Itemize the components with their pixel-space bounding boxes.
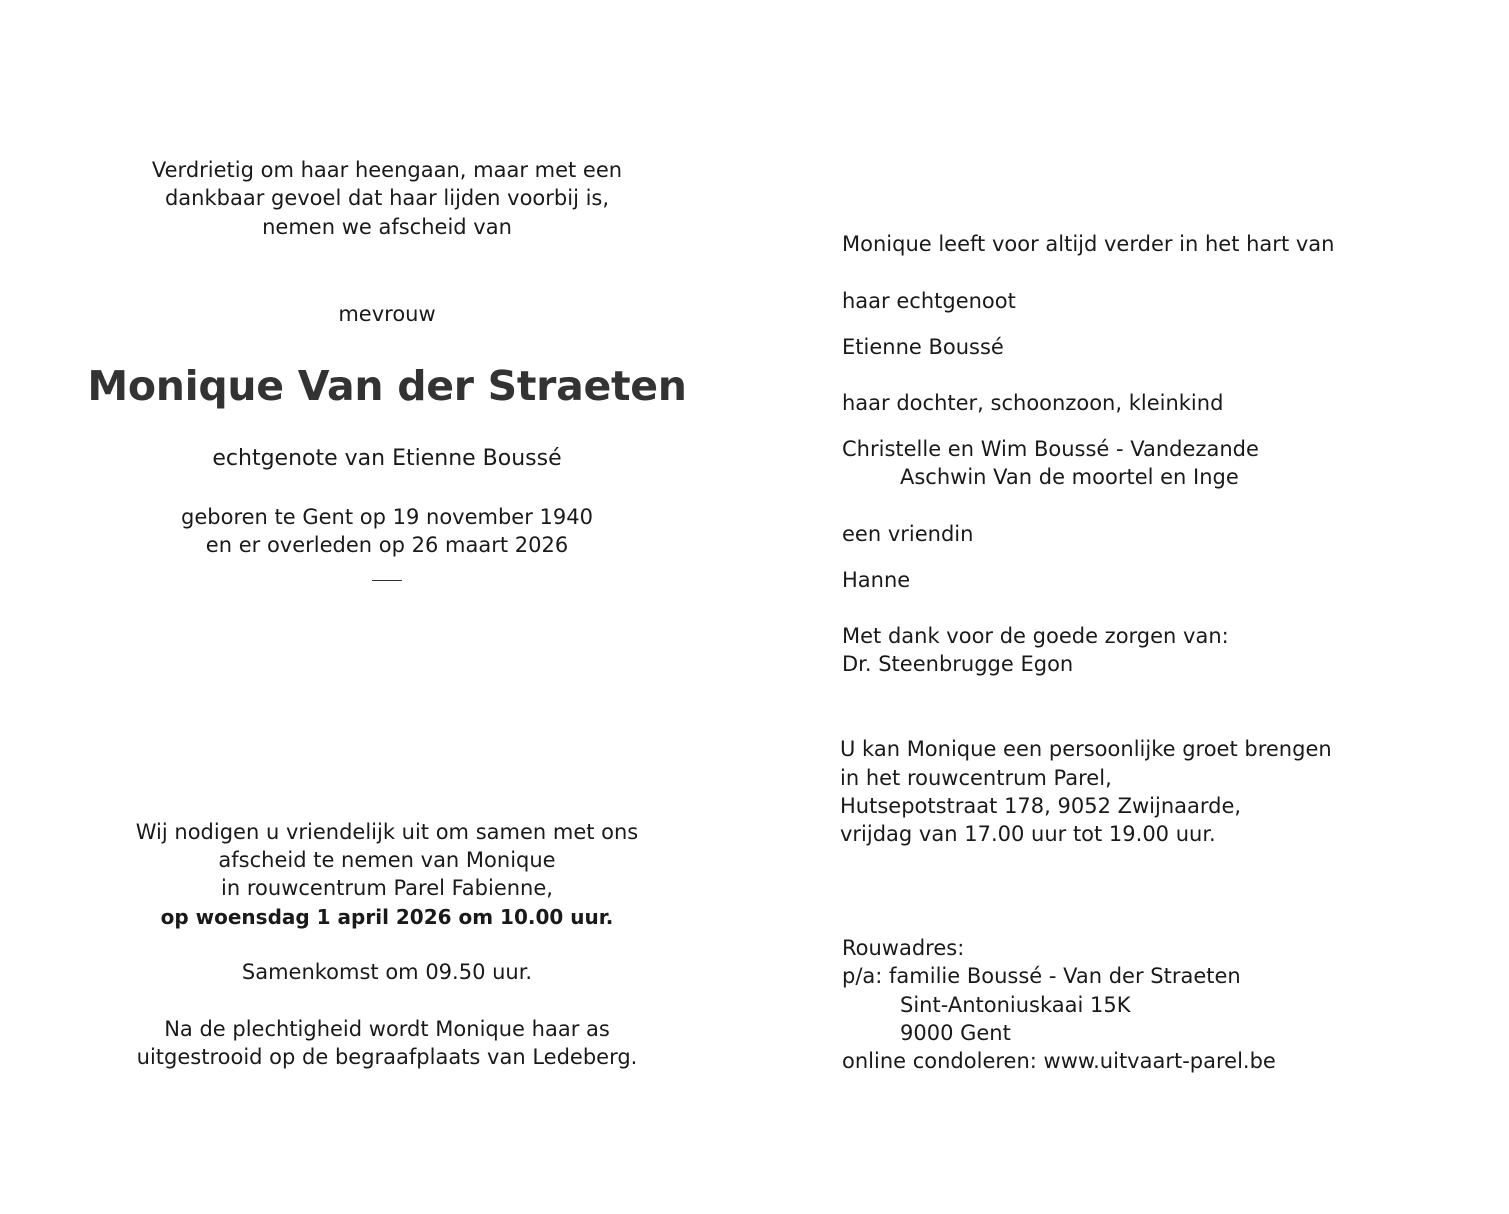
family-label: haar dochter, schoonzoon, kleinkind	[842, 391, 1224, 415]
invite-line-2: afscheid te nemen van Monique	[218, 848, 556, 872]
friend-label: een vriendin	[842, 522, 974, 546]
gathering-time: Samenkomst om 09.50 uur.	[241, 960, 533, 984]
visit-line-3: Hutsepotstraat 178, 9052 Zwijnaarde,	[840, 794, 1242, 818]
deceased-name: Monique Van der Straeten	[87, 362, 687, 410]
family-line-2: Aschwin Van de moortel en Inge	[900, 465, 1239, 489]
address-street: Sint-Antoniuskaai 15K	[900, 993, 1131, 1017]
spouse-name: Etienne Boussé	[842, 335, 1004, 359]
invite-line-1: Wij nodigen u vriendelijk uit om samen met ons	[135, 820, 639, 844]
birth-line: geboren te Gent op 19 november 1940	[181, 505, 593, 529]
spouse-label: haar echtgenoot	[842, 289, 1016, 313]
spouse-line: echtgenote van Etienne Boussé	[212, 446, 562, 471]
address-label: Rouwadres:	[842, 936, 965, 960]
condolence-link[interactable]: online condoleren: www.uitvaart-parel.be	[842, 1049, 1276, 1073]
visit-line-2: in het rouwcentrum Parel,	[840, 766, 1112, 790]
visit-line-4: vrijdag van 17.00 uur tot 19.00 uur.	[840, 822, 1216, 846]
divider-dash	[372, 580, 402, 581]
right-heading: Monique leeft voor altijd verder in het hart van	[842, 232, 1335, 256]
intro-line-1: Verdrietig om haar heengaan, maar met een	[151, 158, 623, 182]
invite-date: op woensdag 1 april 2026 om 10.00 uur.	[160, 905, 614, 929]
thanks-label: Met dank voor de goede zorgen van:	[842, 624, 1229, 648]
death-line: en er overleden op 26 maart 2026	[205, 533, 569, 557]
closing-line-2: uitgestrooid op de begraafplaats van Ledeberg.	[136, 1045, 638, 1069]
invite-line-3: in rouwcentrum Parel Fabienne,	[221, 876, 553, 900]
intro-line-3: nemen we afscheid van	[262, 215, 512, 239]
closing-line-1: Na de plechtigheid wordt Monique haar as	[164, 1017, 610, 1041]
address-city: 9000 Gent	[900, 1021, 1011, 1045]
title-prefix: mevrouw	[338, 302, 436, 326]
thanks-name: Dr. Steenbrugge Egon	[842, 652, 1074, 676]
friend-name: Hanne	[842, 568, 911, 592]
intro-line-2: dankbaar gevoel dat haar lijden voorbij is,	[164, 186, 610, 210]
address-family: p/a: familie Boussé - Van der Straeten	[842, 964, 1241, 988]
visit-line-1: U kan Monique een persoonlijke groet brengen	[840, 737, 1332, 761]
family-line-1: Christelle en Wim Boussé - Vandezande	[842, 437, 1259, 461]
